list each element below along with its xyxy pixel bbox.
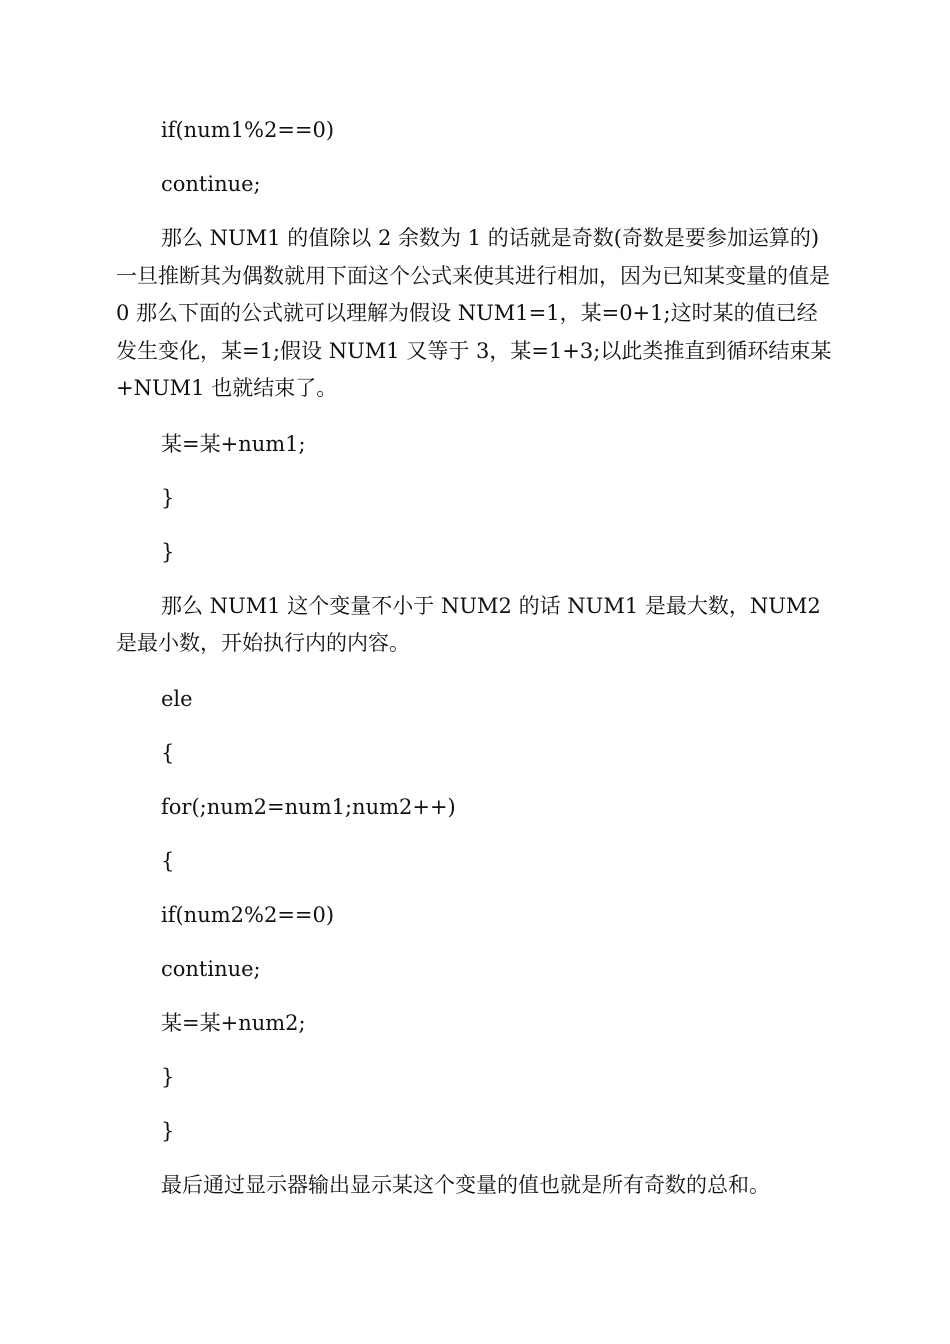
code-line: { [161, 740, 175, 765]
paragraph: 那么 NUM1 的值除以 2 余数为 1 的话就是奇数(奇数是要参加运算的)一旦推断其为偶数就用下面这个公式来使其进行相加，因为已知某变量的值是 0 那么下面的公式就可以理解为假设 NUM1=1，某=0+1;这时某的值已经发生变化，某=1;假设 NUM1 又等于 3，某=1+3;以此类推直到循环结束某+NUM1 也就结束了。 [116, 226, 832, 400]
paragraph: 那么 NUM1 这个变量不小于 NUM2 的话 NUM1 是最大数，NUM2 是最小数，开始执行内的内容。 [116, 593, 821, 655]
code-line: for(;num2=num1;num2++) [161, 794, 456, 819]
code-line: continue; [161, 956, 261, 981]
code-line: 某=某+num1; [161, 431, 306, 456]
code-line: if(num2%2==0) [161, 902, 335, 927]
document-body [116, 112, 836, 1222]
code-line: } [161, 1064, 175, 1089]
code-line: 某=某+num2; [161, 1010, 306, 1035]
code-line: { [161, 848, 175, 873]
code-line: } [161, 539, 175, 564]
code-line: if(num1%2==0) [161, 118, 335, 142]
code-line: ele [161, 686, 193, 711]
code-line: continue; [161, 172, 261, 196]
code-line: } [161, 1118, 175, 1143]
code-line: } [161, 485, 175, 510]
paragraph: 最后通过显示器输出显示某这个变量的值也就是所有奇数的总和。 [161, 1172, 770, 1197]
